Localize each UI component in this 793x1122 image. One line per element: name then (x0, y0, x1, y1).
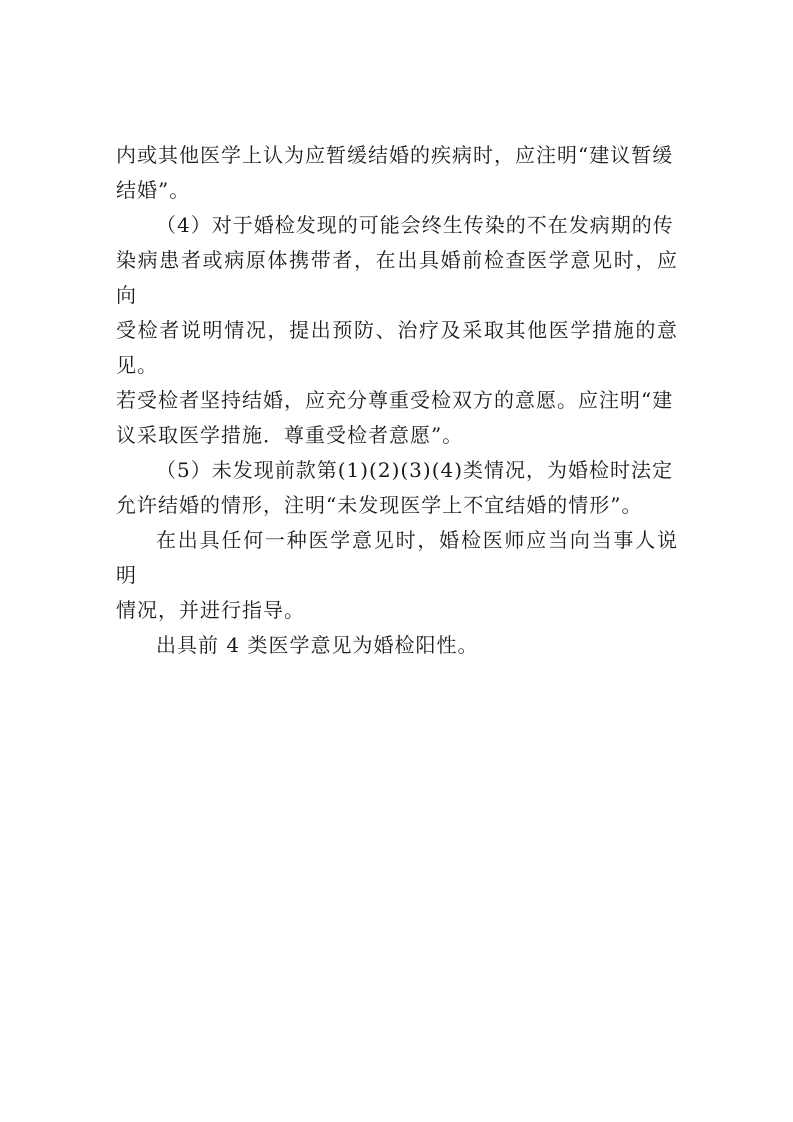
text-line: 内或其他医学上认为应暂缓结婚的疾病时，应注明“建议暂缓 (116, 143, 674, 167)
paragraph-item-4 (116, 208, 678, 453)
text-line: 情况，并进行指导。 (116, 598, 305, 622)
text-line: 结婚”。 (116, 178, 191, 202)
text-line: 受检者说明情况，提出预防、治疗及采取其他医学措施的意见。 (116, 318, 678, 377)
text-line: 出具前 4 类医学意见为婚检阳性。 (156, 633, 479, 657)
text-line: （4）对于婚检发现的可能会终生传染的不在发病期的传 (156, 213, 674, 237)
document-body (116, 138, 678, 663)
text-line: 允许结婚的情形，注明“未发现医学上不宜结婚的情形”。 (116, 493, 643, 517)
paragraph-guidance (116, 523, 678, 628)
text-line: 议采取医学措施．尊重受检者意愿”。 (116, 423, 464, 447)
text-line: （5）未发现前款第(1)(2)(3)(4)类情况，为婚检时法定 (156, 458, 674, 482)
text-line: 在出具任何一种医学意见时，婚检医师应当向当事人说明 (116, 528, 678, 587)
paragraph-deferral-continuation (116, 138, 678, 208)
paragraph-positive-result (116, 628, 678, 663)
text-line: 若受检者坚持结婚，应充分尊重受检双方的意愿。应注明“建 (116, 388, 674, 412)
text-line: 染病患者或病原体携带者，在出具婚前检查医学意见时，应向 (116, 248, 678, 307)
paragraph-item-5 (116, 453, 678, 523)
